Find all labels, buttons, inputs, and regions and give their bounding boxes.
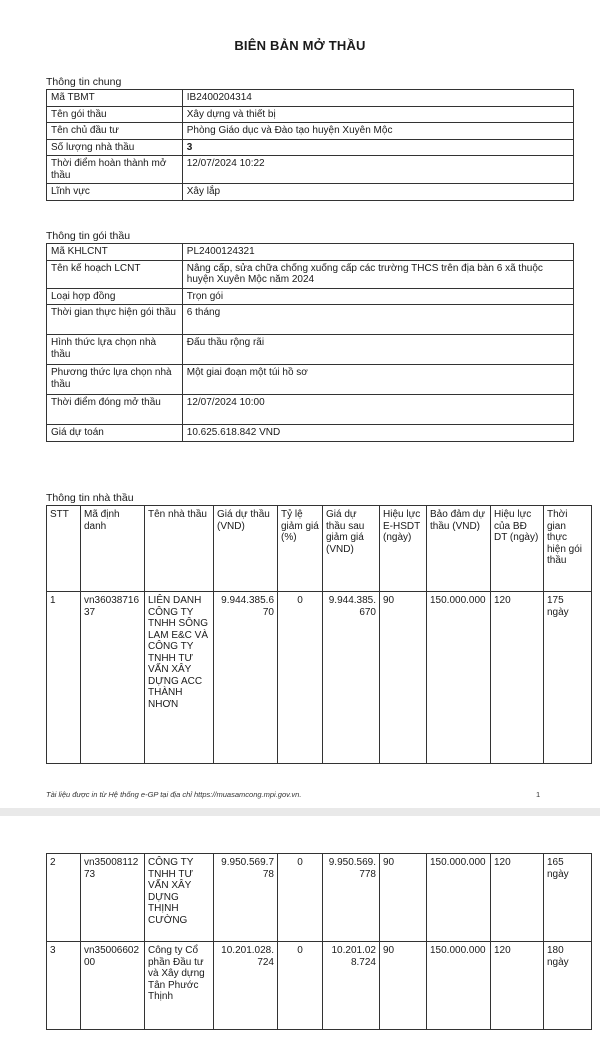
field-value: Nâng cấp, sửa chữa chống xuống cấp các trường THCS trên địa bàn 6 xã thuộc huyện Xuyên Mộc năm 2024 [182, 260, 573, 288]
column-header: Bảo đảm dự thầu (VND) [427, 506, 491, 592]
cell-bid-security: 150.000.000 [427, 942, 491, 1030]
field-label: Hình thức lựa chọn nhà thầu [47, 335, 183, 365]
field-label: Lĩnh vực [47, 184, 183, 201]
cell-stt: 1 [47, 592, 81, 764]
cell-duration: 175 ngày [544, 592, 592, 764]
field-label: Tên kế hoạch LCNT [47, 260, 183, 288]
cell-security-validity: 120 [491, 942, 544, 1030]
table-row [47, 395, 574, 425]
cell-discount: 0 [278, 854, 323, 942]
field-value: 3 [182, 139, 573, 156]
general-info-table [46, 89, 574, 201]
field-label: Tên chủ đầu tư [47, 123, 183, 140]
cell-id: vn3603871637 [81, 592, 145, 764]
column-header: Hiệu lực E-HSDT (ngày) [380, 506, 427, 592]
field-label: Thời điểm đóng mở thầu [47, 395, 183, 425]
package-info-label: Thông tin gói thầu [46, 230, 131, 242]
cell-discounted-price: 9.950.569.778 [323, 854, 380, 942]
cell-discount: 0 [278, 942, 323, 1030]
cell-bid-price: 9.950.569.778 [214, 854, 278, 942]
cell-bid-price: 10.201.028.724 [214, 942, 278, 1030]
field-label: Mã TBMT [47, 90, 183, 107]
cell-name: LIÊN DANH CÔNG TY TNHH SÔNG LAM E&C VÀ CÔNG TY TNHH TƯ VẤN XÂY DỰNG ACC THÀNH NHƠN [145, 592, 214, 764]
column-header: Giá dự thầu (VND) [214, 506, 278, 592]
field-value: Xây lắp [182, 184, 573, 201]
field-label: Mã KHLCNT [47, 244, 183, 261]
field-label: Loại hợp đồng [47, 288, 183, 305]
cell-stt: 3 [47, 942, 81, 1030]
field-label: Thời điểm hoàn thành mở thầu [47, 156, 183, 184]
table-row [47, 305, 574, 335]
field-label: Giá dự toán [47, 425, 183, 442]
column-header: Hiệu lực của BĐ DT (ngày) [491, 506, 544, 592]
table-row [47, 425, 574, 442]
table-row [47, 592, 592, 764]
table-row [47, 123, 574, 140]
column-header: Mã định danh [81, 506, 145, 592]
bidders-table [46, 505, 592, 764]
field-value: IB2400204314 [182, 90, 573, 107]
field-label: Số lượng nhà thầu [47, 139, 183, 156]
cell-validity: 90 [380, 592, 427, 764]
cell-security-validity: 120 [491, 592, 544, 764]
cell-validity: 90 [380, 942, 427, 1030]
cell-security-validity: 120 [491, 854, 544, 942]
field-value: Phòng Giáo dục và Đào tạo huyện Xuyên Mộc [182, 123, 573, 140]
table-row [47, 90, 574, 107]
field-value: Một giai đoạn một túi hồ sơ [182, 365, 573, 395]
cell-duration: 180 ngày [544, 942, 592, 1030]
table-row [47, 139, 574, 156]
table-row [47, 156, 574, 184]
cell-discounted-price: 9.944.385.670 [323, 592, 380, 764]
column-header: Tỷ lệ giảm giá (%) [278, 506, 323, 592]
field-value: Trọn gói [182, 288, 573, 305]
table-row [47, 288, 574, 305]
cell-discount: 0 [278, 592, 323, 764]
table-row [47, 365, 574, 395]
field-value: 12/07/2024 10:22 [182, 156, 573, 184]
table-row [47, 854, 592, 942]
column-header: Giá dự thầu sau giảm giá (VND) [323, 506, 380, 592]
column-header: STT [47, 506, 81, 592]
field-value: Xây dựng và thiết bị [182, 106, 573, 123]
field-value: Đấu thầu rộng rãi [182, 335, 573, 365]
table-header-row [47, 506, 592, 592]
cell-name: CÔNG TY TNHH TƯ VẤN XÂY DỰNG THỊNH CƯỜNG [145, 854, 214, 942]
field-value: PL2400124321 [182, 244, 573, 261]
cell-bid-price: 9.944.385.670 [214, 592, 278, 764]
footer-text: Tài liệu được in từ Hệ thống e-GP tại địa chỉ https://muasamcong.mpi.gov.vn. [46, 790, 302, 799]
bidders-table-continued [46, 853, 592, 1030]
bidders-info-label: Thông tin nhà thầu [46, 492, 134, 504]
table-row [47, 106, 574, 123]
general-info-label: Thông tin chung [46, 76, 122, 88]
cell-id: vn3500660200 [81, 942, 145, 1030]
field-value: 12/07/2024 10:00 [182, 395, 573, 425]
cell-name: Công ty Cổ phần Đầu tư và Xây dựng Tân Phước Thịnh [145, 942, 214, 1030]
field-label: Thời gian thực hiện gói thầu [47, 305, 183, 335]
cell-duration: 165 ngày [544, 854, 592, 942]
cell-discounted-price: 10.201.028.724 [323, 942, 380, 1030]
print-footer [46, 790, 546, 799]
cell-validity: 90 [380, 854, 427, 942]
table-row [47, 184, 574, 201]
field-value: 6 tháng [182, 305, 573, 335]
field-label: Phương thức lựa chọn nhà thầu [47, 365, 183, 395]
column-header: Thời gian thực hiện gói thầu [544, 506, 592, 592]
page-number: 1 [536, 790, 541, 799]
document-title: BIÊN BẢN MỞ THẦU [234, 38, 366, 53]
cell-bid-security: 150.000.000 [427, 592, 491, 764]
cell-bid-security: 150.000.000 [427, 854, 491, 942]
column-header: Tên nhà thầu [145, 506, 214, 592]
field-value: 10.625.618.842 VND [182, 425, 573, 442]
field-label: Tên gói thầu [47, 106, 183, 123]
package-info-table [46, 243, 574, 442]
table-row [47, 260, 574, 288]
cell-stt: 2 [47, 854, 81, 942]
table-row [47, 335, 574, 365]
cell-id: vn3500811273 [81, 854, 145, 942]
table-row [47, 244, 574, 261]
table-row [47, 942, 592, 1030]
